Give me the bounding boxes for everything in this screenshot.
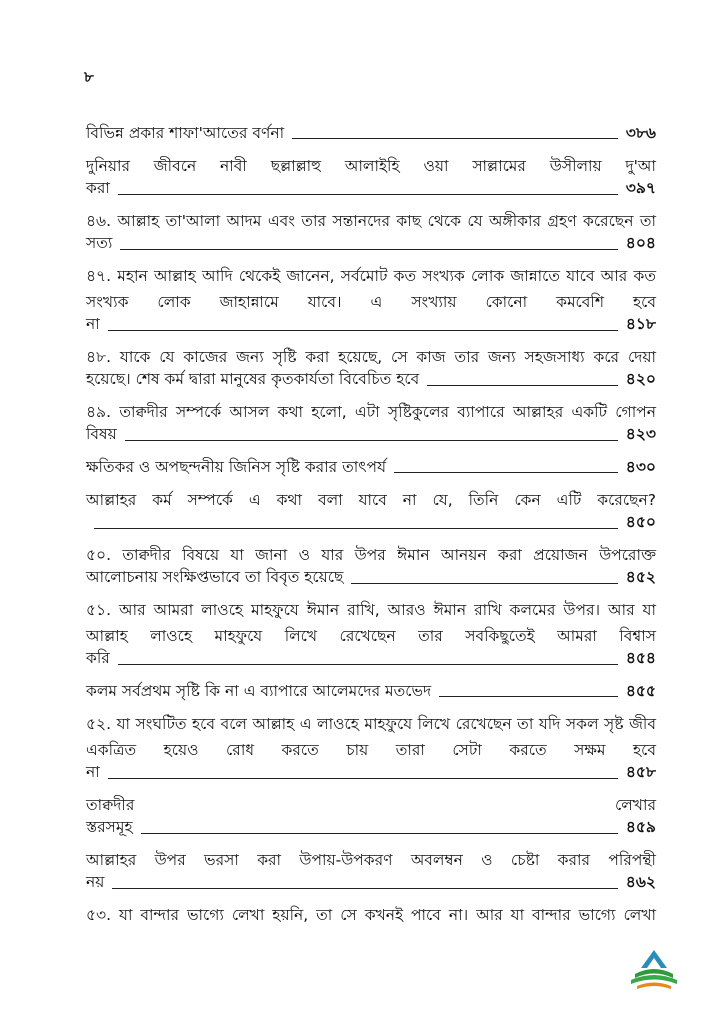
toc-page-number: ৪২৩ — [625, 425, 656, 443]
toc-entry-tail: করা — [86, 179, 110, 197]
toc-entry-tail: আলোচনায় সংক্ষিপ্তভাবে তা বিবৃত হয়েছে — [86, 568, 344, 586]
toc-entry-title: কলম সর্বপ্রথম সৃষ্টি কি না এ ব্যাপারে আলেমদের মতভেদ — [86, 682, 432, 700]
toc-page-number: ৪৫৮ — [625, 763, 656, 781]
leader-line — [439, 696, 618, 697]
toc-page-number: ৪৩০ — [625, 458, 656, 476]
toc-leader-row — [86, 513, 656, 535]
leader-line — [141, 833, 618, 834]
toc-entry-tail: না — [86, 315, 100, 333]
toc-entry-title: ৪৮. যাকে যে কাজের জন্য সৃষ্টি করা হয়েছে, সে কাজ তার জন্য সহজসাধ্য করে দেয়া — [86, 348, 656, 366]
toc-page-number: ৩৯৭ — [625, 179, 656, 197]
leader-line — [118, 664, 618, 665]
toc-entry — [86, 847, 656, 895]
toc-leader-row — [86, 649, 656, 671]
toc-entry-tail: নয় — [86, 873, 105, 891]
toc-entry — [86, 902, 656, 928]
toc-page-number: ৪০৪ — [625, 234, 656, 252]
toc-entry — [86, 399, 656, 447]
toc-entry-tail: স্তরসমূহ — [86, 818, 133, 836]
table-of-contents — [86, 120, 656, 935]
leader-line — [125, 440, 618, 441]
toc-entry-title: ৫১. আর আমরা লাওহে মাহফুযে ঈমান রাখি, আরও ঈমান রাখি কলমের উপর। আর যা আল্লাহ লাওহে মাহফুযে লিখে রেখেছেন তার সবকিছুতেই আমরা বিশ্বাস — [86, 601, 656, 645]
toc-entry — [86, 120, 656, 146]
toc-entry — [86, 208, 656, 256]
leader-line — [108, 330, 618, 331]
leader-line — [351, 583, 617, 584]
toc-entry — [86, 542, 656, 590]
toc-entry — [86, 711, 656, 785]
toc-leader-row — [86, 818, 656, 840]
leader-line — [427, 385, 618, 386]
toc-entry-title: ৪৬. আল্লাহ তা'আলা আদম এবং তার সন্তানদের কাছ থেকে যে অঙ্গীকার গ্রহণ করেছেন তা — [86, 212, 656, 230]
toc-entry — [86, 678, 656, 704]
toc-entry-tail: বিষয় — [86, 425, 117, 443]
page-number: ৮ — [84, 68, 94, 86]
toc-page-number: ৪৫৫ — [625, 682, 656, 700]
toc-entry-tail: সত্য — [86, 234, 113, 252]
toc-entry-title: আল্লাহর কর্ম সম্পর্কে এ কথা বলা যাবে না যে, তিনি কেন এটি করেছেন? — [86, 491, 656, 509]
toc-entry-title: ৫২. যা সংঘটিত হবে বলে আল্লাহ এ লাওহে মাহফুযে লিখে রেখেছেন তা যদি সকল সৃষ্ট জীব একত্রিত হয়েও রোধ করতে চায় তারা সেটা করতে সক্ষম হবে — [86, 715, 656, 759]
toc-entry-title: ৪৯. তাক্বদীর সম্পর্কে আসল কথা হলো, এটা সৃষ্টিকুলের ব্যাপারে আল্লাহর একটি গোপন — [86, 403, 656, 421]
toc-page-number: ৪৫৯ — [625, 818, 656, 836]
leader-line — [120, 249, 617, 250]
leader-line — [292, 138, 618, 139]
toc-leader-row — [86, 315, 656, 337]
toc-leader-row — [86, 234, 656, 256]
toc-entry-title: দুনিয়ার জীবনে নাবী ছল্লাল্লাহু আলাইহি ওয়া সাল্লামের উসীলায় দু'আ — [86, 157, 656, 175]
toc-entry-title: আল্লাহর উপর ভরসা করা উপায়-উপকরণ অবলম্বন ও চেষ্টা করার পরিপন্থী — [86, 851, 656, 869]
toc-entry — [86, 454, 656, 480]
toc-entry-tail: করি — [86, 649, 110, 667]
toc-entry-tail: না — [86, 763, 100, 781]
toc-leader-row — [86, 568, 656, 590]
toc-page-number: ৪৬২ — [625, 873, 656, 891]
toc-page-number: ৪৫২ — [625, 568, 656, 586]
toc-entry — [86, 344, 656, 392]
publisher-logo-icon — [627, 948, 681, 992]
toc-entry — [86, 263, 656, 337]
toc-page-number: ৩৮৬ — [625, 124, 656, 142]
toc-entry-title: ক্ষতিকর ও অপছন্দনীয় জিনিস সৃষ্টি করার তাৎপর্য — [86, 458, 386, 476]
toc-leader-row — [86, 873, 656, 895]
toc-page-number: ৪২০ — [625, 370, 656, 388]
leader-line — [394, 472, 618, 473]
toc-leader-row — [86, 179, 656, 201]
toc-leader-row — [86, 370, 656, 392]
toc-entry-title: ৫০. তাক্বদীর বিষয়ে যা জানা ও যার উপর ঈমান আনয়ন করা প্রয়োজন উপরোক্ত — [86, 546, 656, 564]
toc-entry-tail: হয়েছে। শেষ কর্ম দ্বারা মানুষের কৃতকার্যতা বিবেচিত হবে — [86, 370, 420, 388]
toc-entry-title: ৫৩. যা বান্দার ভাগ্যে লেখা হয়নি, তা সে কখনই পাবে না। আর যা বান্দার ভাগ্যে লেখা — [86, 906, 656, 924]
toc-page-number: ৪৫০ — [625, 513, 656, 531]
toc-entry — [86, 792, 656, 840]
toc-entry — [86, 153, 656, 201]
leader-line — [118, 194, 618, 195]
toc-page-number: ৪১৮ — [625, 315, 656, 333]
toc-leader-row — [86, 763, 656, 785]
toc-page-number: ৪৫৪ — [625, 649, 656, 667]
toc-entry-title: বিভিন্ন প্রকার শাফা'আতের বর্ণনা — [86, 124, 285, 142]
leader-line — [108, 778, 618, 779]
toc-entry-title: তাক্বদীর লেখার — [86, 796, 656, 814]
leader-line — [112, 888, 617, 889]
toc-entry-title: ৪৭. মহান আল্লাহ আদি থেকেই জানেন, সর্বমোট কত সংখ্যক লোক জান্নাতে যাবে আর কত সংখ্যক লোক জাহান্নামে যাবে। এ সংখ্যায় কোনো কমবেশি হবে — [86, 267, 656, 311]
leader-line — [94, 528, 618, 529]
toc-entry — [86, 597, 656, 671]
toc-entry — [86, 487, 656, 535]
toc-leader-row — [86, 425, 656, 447]
